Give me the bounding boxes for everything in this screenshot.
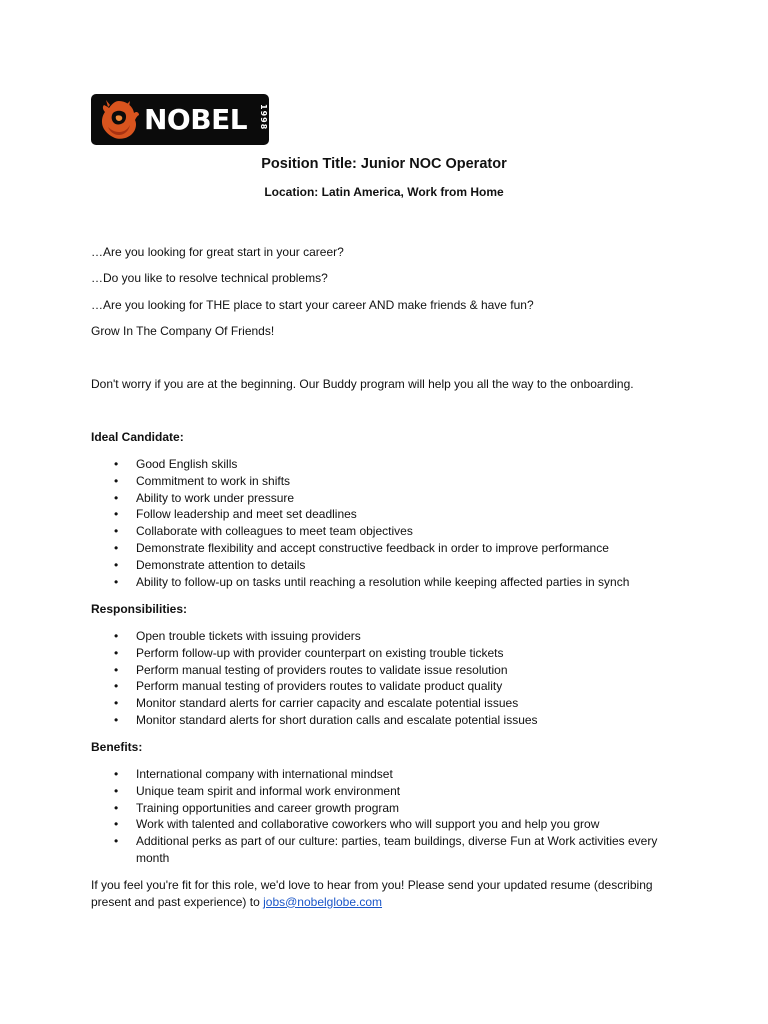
list-item: • Perform manual testing of providers routes to validate product quality [114,678,676,695]
benefits-list [114,766,676,867]
list-item: • Good English skills [114,456,676,473]
intro-line: Grow In The Company Of Friends! [91,324,275,338]
list-item: • Training opportunities and career growth program [114,800,676,817]
logo-year: 1998 [259,104,268,131]
list-item: • Perform manual testing of providers routes to validate issue resolution [114,662,676,679]
email-link[interactable]: jobs@nobelglobe.com [263,894,383,909]
list-item: • Ability to follow-up on tasks until reaching a resolution while keeping affected parties in synch [114,574,676,591]
intro-line: …Do you like to resolve technical problems? [91,271,328,285]
list-item: • Open trouble tickets with issuing providers [114,628,676,645]
location-line: Location: Latin America, Work from Home [264,185,504,199]
logo-wordmark: NOBEL [144,103,248,136]
responsibilities-heading: Responsibilities: [91,602,188,616]
closing-text: If you feel you're fit for this role, we'd love to hear from you! Please send your updated resume (describing present and past experience) to [91,878,653,909]
intro-line: …Are you looking for great start in your career? [91,245,344,259]
list-item: • Demonstrate attention to details [114,557,676,574]
list-item: • Demonstrate flexibility and accept constructive feedback in order to improve performance [114,540,676,557]
buddy-note: Don't worry if you are at the beginning. Our Buddy program will help you all the way to the onboarding. [91,377,634,391]
list-item: • Monitor standard alerts for short duration calls and escalate potential issues [114,712,676,729]
ideal-candidate-heading: Ideal Candidate: [91,430,184,444]
position-title: Position Title: Junior NOC Operator [261,156,507,172]
list-item: • Unique team spirit and informal work environment [114,783,676,800]
list-item: • Collaborate with colleagues to meet team objectives [114,523,676,540]
list-item: • Perform follow-up with provider counterpart on existing trouble tickets [114,645,676,662]
list-item: • Commitment to work in shifts [114,473,676,490]
list-item: • Additional perks as part of our culture: parties, team buildings, diverse Fun at Work activities every month [114,833,666,867]
list-item: • Follow leadership and meet set deadlines [114,506,676,523]
closing-paragraph [91,877,691,910]
intro-line: …Are you looking for THE place to start your career AND make friends & have fun? [91,298,534,312]
list-item: • Work with talented and collaborative coworkers who will support you and help you grow [114,816,676,833]
list-item: • Ability to work under pressure [114,490,676,507]
benefits-heading: Benefits: [91,740,143,754]
list-item: • Monitor standard alerts for carrier capacity and escalate potential issues [114,695,676,712]
company-logo [91,94,269,145]
list-item: • International company with international mindset [114,766,676,783]
ideal-candidate-list [114,456,676,590]
responsibilities-list [114,628,676,729]
dragon-icon [96,97,142,143]
